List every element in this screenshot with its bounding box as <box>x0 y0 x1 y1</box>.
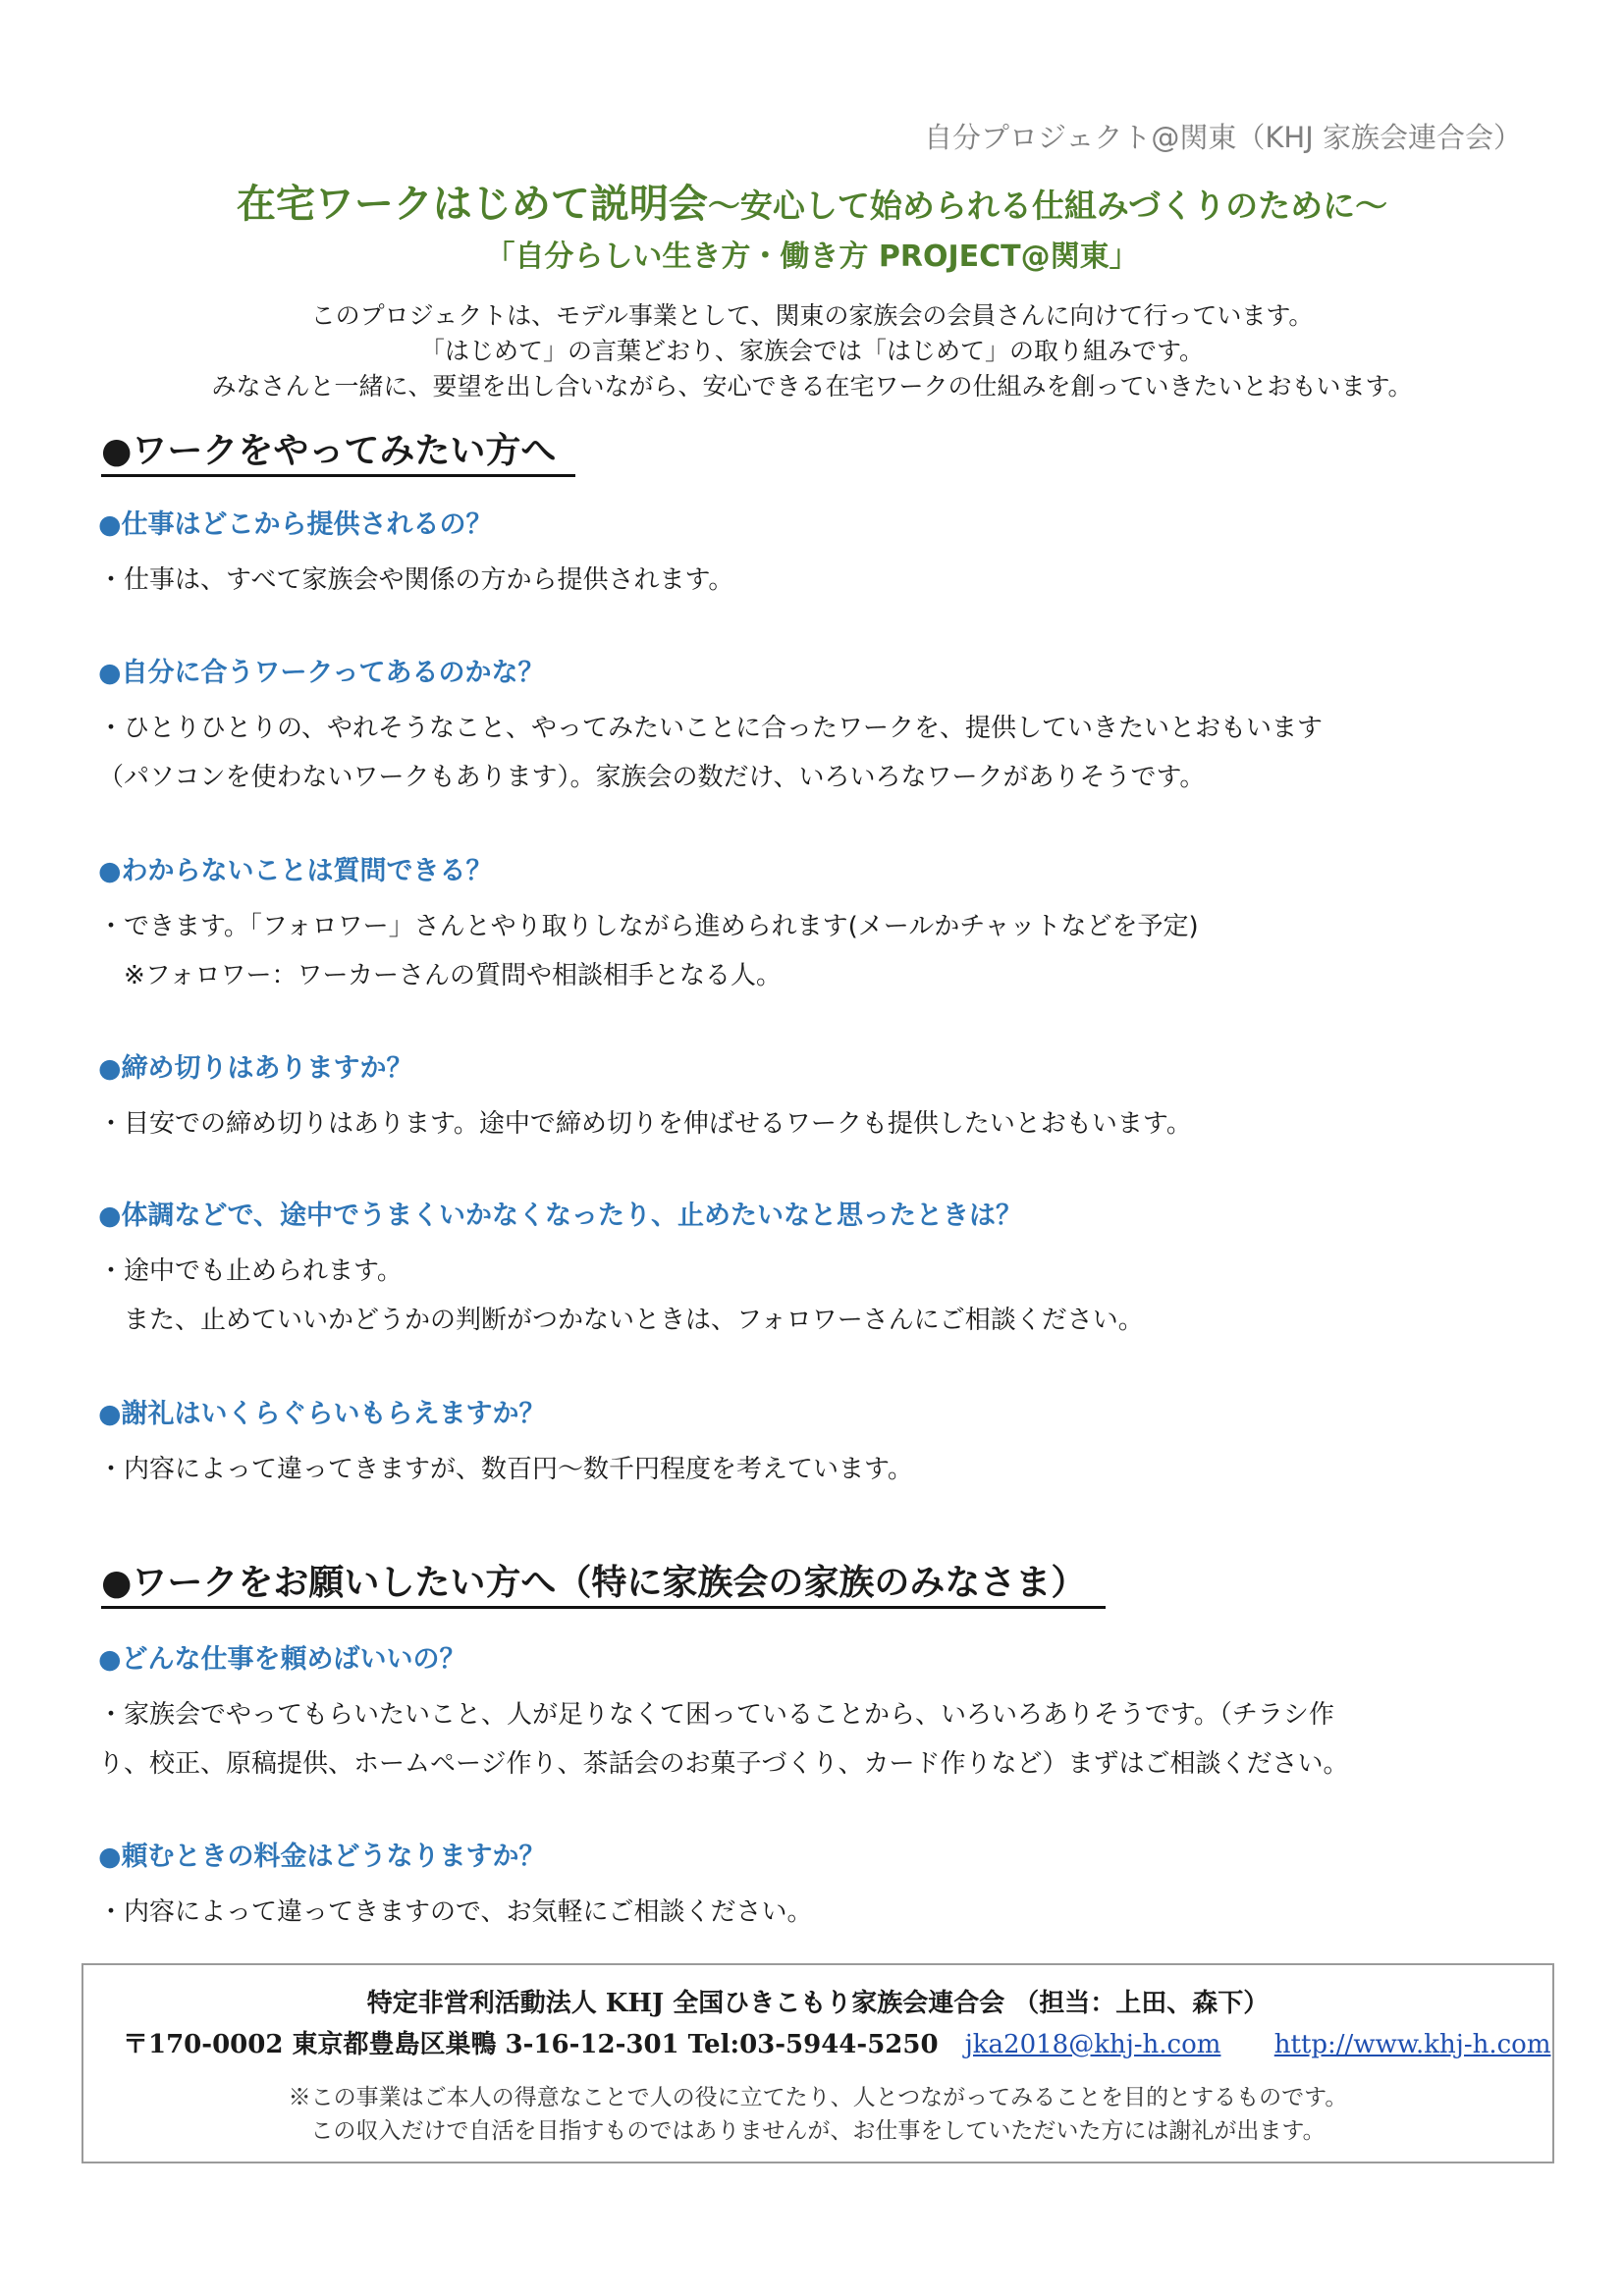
qa-item <box>98 853 1532 1000</box>
title-sub: ～安心して始められる仕組みづくりのために～ <box>707 187 1388 225</box>
page-title <box>0 173 1624 229</box>
answer-line: ※フォロワー：ワーカーさんの質問や相談相手となる人。 <box>98 961 782 990</box>
qa-item <box>98 1396 1532 1494</box>
footer-note <box>83 2081 1552 2148</box>
question: ●仕事はどこから提供されるの？ <box>98 509 493 540</box>
answer-line: ・途中でも止められます。 <box>98 1256 403 1286</box>
contact-address: 〒170-0002 東京都豊島区巣鴨 3-16-12-301 Tel:03-5944-5250 <box>123 2030 939 2059</box>
contact-box <box>81 1963 1554 2163</box>
intro-line: このプロジェクトは、モデル事業として、関東の家族会の会員さんに向けて行っています。 <box>310 301 1314 330</box>
contact-details <box>123 2024 1550 2060</box>
answer-line: また、止めていいかどうかの判断がつかないときは、フォロワーさんにご相談ください。 <box>98 1306 1144 1335</box>
question: ●体調などで、途中でうまくいかなくなったり、止めたいなと思ったときは？ <box>98 1201 1023 1231</box>
contact-organization: 特定非営利活動法人 KHJ 全国ひきこもり家族会連合会 （担当：上田、森下） <box>366 1989 1270 2018</box>
title-main: 在宅ワークはじめて説明会 <box>236 182 708 227</box>
answer <box>98 902 1532 1000</box>
qa-item <box>98 655 1532 802</box>
organization-label: 自分プロジェクト@関東（KHJ 家族会連合会） <box>923 121 1522 154</box>
answer-line: り、校正、原稿提供、ホームページ作り、茶話会のお菓子づくり、カード作りなど）まずはご相談ください。 <box>98 1749 1349 1779</box>
answer <box>98 1247 1532 1345</box>
question: ●締め切りはありますか？ <box>98 1053 413 1084</box>
footer-note-line: この収入だけで自活を目指すものではありませんが、お仕事をしていただいた方には謝礼が出ます。 <box>310 2118 1326 2144</box>
answer <box>98 704 1532 802</box>
answer-line: ・仕事は、すべて家族会や関係の方から提供されます。 <box>98 565 734 595</box>
answer-line: ・内容によって違ってきますが、数百円～数千円程度を考えています。 <box>98 1455 913 1484</box>
website-link[interactable]: http://www.khj-h.com <box>1273 2030 1551 2059</box>
question: ●自分に合うワークってあるのかな？ <box>98 658 545 688</box>
intro-line: 「はじめて」の言葉どおり、家族会では「はじめて」の取り組みです。 <box>419 337 1204 365</box>
footer-note-line: ※この事業はご本人の得意なことで人の役に立てたり、人とつながってみることを目的とするものです。 <box>288 2085 1348 2110</box>
answer <box>98 556 1532 605</box>
intro-line: みなさんと一緒に、要望を出し合いながら、安心できる在宅ワークの仕組みを創っていきたいとおもいます。 <box>211 372 1413 400</box>
section-heading-requesters: ●ワークをお願いしたい方へ（特に家族会の家族のみなさま） <box>101 1561 1106 1609</box>
qa-item <box>98 1839 1532 1937</box>
answer <box>98 1690 1532 1789</box>
answer-line: ・家族会でやってもらいたいこと、人が足りなくて困っていることから、いろいろありそうです。（チラシ作 <box>98 1700 1334 1730</box>
question: ●どんな仕事を頼めばいいの？ <box>98 1644 466 1675</box>
answer <box>98 1888 1532 1937</box>
project-subtitle: 「自分らしい生き方・働き方 PROJECT@関東」 <box>485 240 1139 274</box>
email-link[interactable]: jka2018@khj-h.com <box>964 2030 1221 2059</box>
qa-item <box>98 1641 1532 1789</box>
question: ●わからないことは質問できる？ <box>98 856 493 886</box>
answer <box>98 1445 1532 1494</box>
answer-line: （パソコンを使わないワークもあります）。家族会の数だけ、いろいろなワークがありそうです。 <box>98 763 1206 792</box>
qa-item <box>98 1198 1532 1345</box>
answer-line: ・できます。「フォロワー」さんとやり取りしながら進められます(メールかチャットなどを予定) <box>98 912 1199 941</box>
question: ●頼むときの料金はどうなりますか？ <box>98 1842 546 1872</box>
answer-line: ・内容によって違ってきますので、お気軽にご相談ください。 <box>98 1897 813 1927</box>
answer <box>98 1099 1532 1148</box>
answer-line: ・ひとりひとりの、やれそうなこと、やってみたいことに合ったワークを、提供していきたいとおもいます <box>98 714 1323 743</box>
question: ●謝礼はいくらぐらいもらえますか？ <box>98 1399 546 1429</box>
intro-paragraph <box>0 298 1624 404</box>
answer-line: ・目安での締め切りはあります。途中で締め切りを伸ばせるワークも提供したいとおもいます。 <box>98 1109 1192 1139</box>
qa-item <box>98 507 1532 605</box>
qa-item <box>98 1050 1532 1148</box>
section-heading-workers: ●ワークをやってみたい方へ <box>101 429 575 477</box>
